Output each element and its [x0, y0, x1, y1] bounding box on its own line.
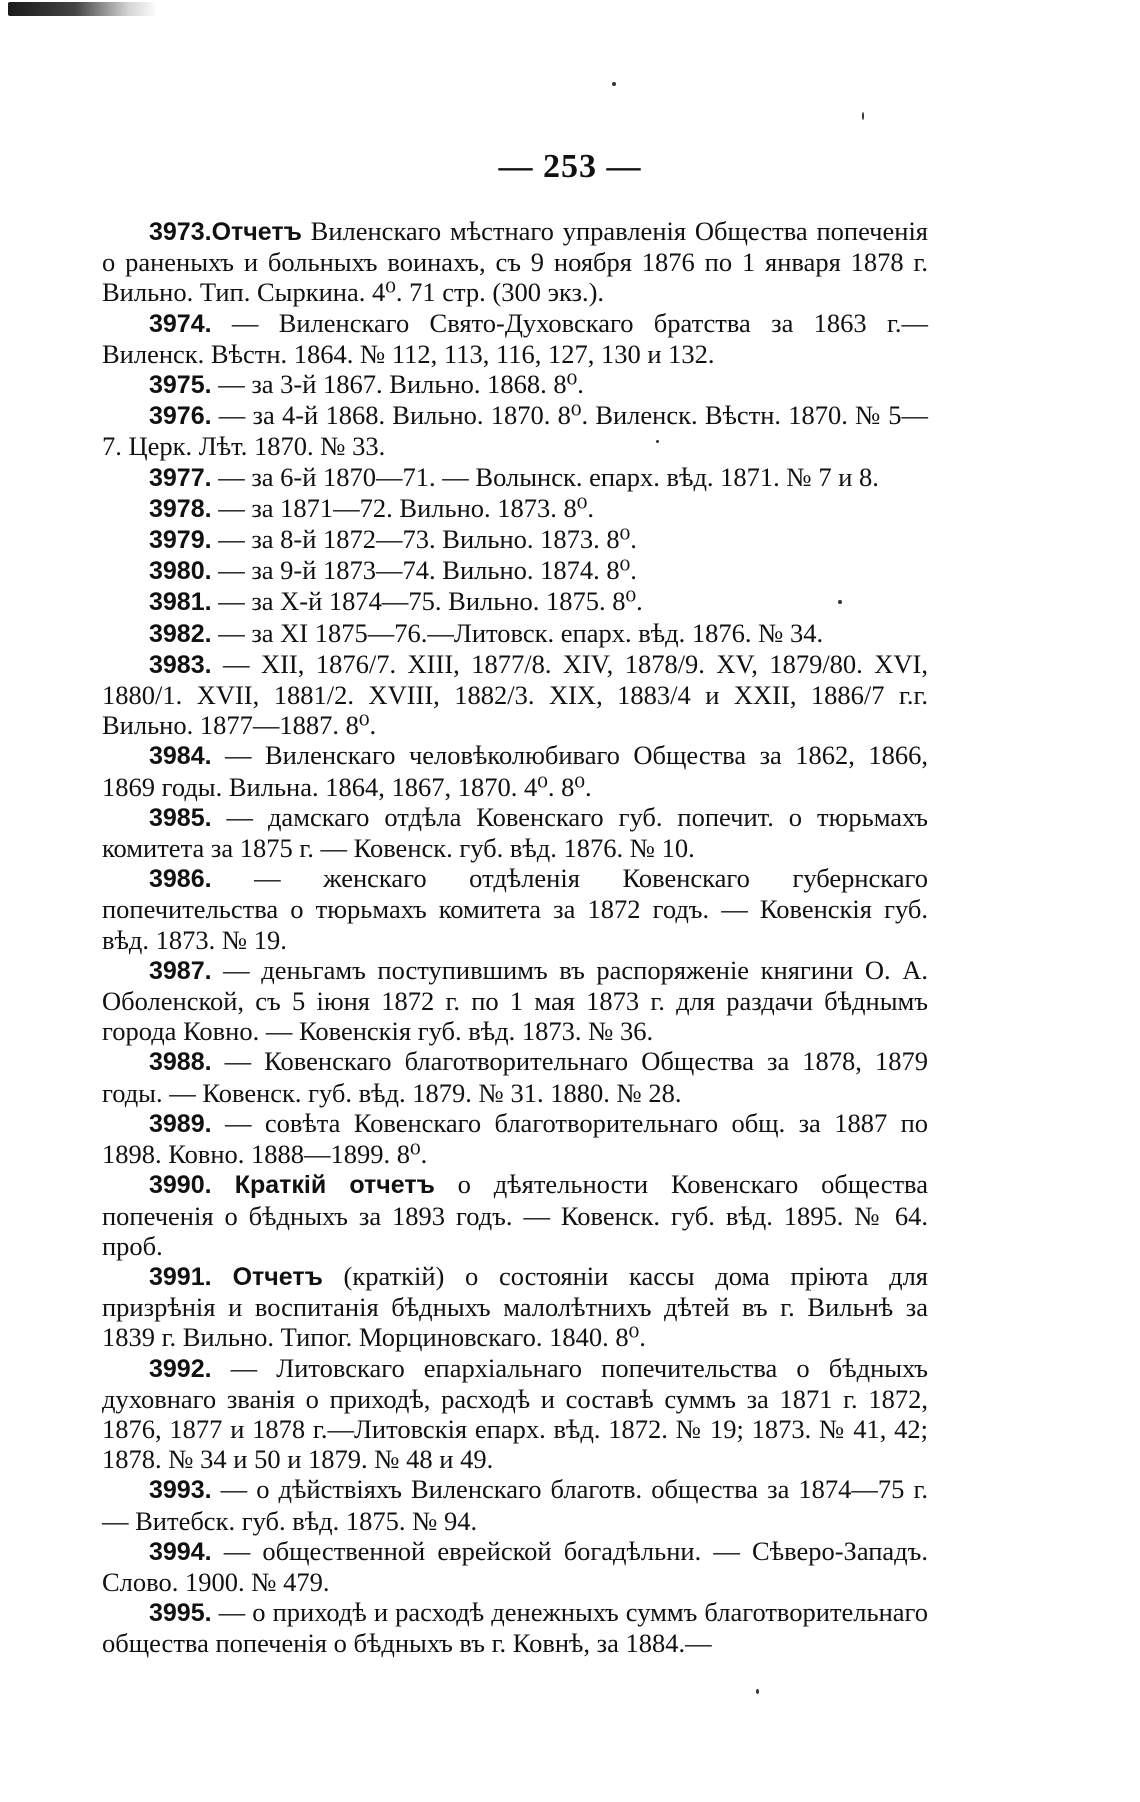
entry-text: — деньгамъ поступившимъ въ распоряженіе княгини О. А. Оболенской, съ 5 іюня 1872 г. по 1 мая 1873 г. для раздачи бѣднымъ города Ковно. — Ковенскія губ. вѣд. 1873. № 36.	[102, 954, 928, 1047]
bibliography-entry	[102, 1597, 928, 1658]
bibliography-entry	[102, 555, 928, 586]
entry-number: 3975.	[149, 371, 212, 400]
bibliography-entry	[102, 1261, 928, 1353]
bibliography-entry	[102, 649, 928, 741]
bibliography-entry	[102, 740, 928, 801]
bibliography-entry	[102, 524, 928, 555]
entry-number: 3988.	[149, 1048, 212, 1077]
entry-text: — за 6-й 1870—71. — Волынск. епарх. вѣд. 1871. № 7 и 8.	[211, 461, 879, 492]
bibliography-entry	[102, 1108, 928, 1169]
entry-number: 3982.	[149, 619, 212, 648]
entry-number: 3987.	[149, 956, 212, 985]
entry-number: 3989.	[149, 1109, 212, 1138]
entry-text: — Ковенскаго благотворительнаго Общества за 1878, 1879 годы. — Ковенск. губ. вѣд. 1879. № 31. 1880. № 28.	[102, 1046, 928, 1108]
entry-text: — общественной еврейской богадѣльни. — Сѣверо-Западъ. Слово. 1900. № 479.	[102, 1535, 928, 1597]
entry-text: — женскаго отдѣленія Ковенскаго губернскаго попечительства о тюрьмахъ комитета за 1872 годъ. — Ковенскія губ. вѣд. 1873. № 19.	[102, 863, 928, 955]
bibliography-entry	[102, 1169, 928, 1261]
scan-smudge	[8, 2, 158, 16]
entry-number: 3978.	[149, 494, 212, 523]
bibliography-entry	[102, 216, 928, 308]
entry-text: — Виленскаго Свято-Духовскаго братства за 1863 г.— Виленск. Вѣстн. 1864. № 112, 113, 116, 127, 130 и 132.	[102, 307, 928, 369]
page-number: — 253 —	[498, 148, 642, 185]
entry-lead: Отчетъ	[211, 218, 302, 246]
entry-text: — за 3-й 1867. Вильно. 1868. 8⁰.	[211, 369, 584, 400]
entry-text: — совѣта Ковенскаго благотворительнаго общ. за 1887 по 1898. Ковно. 1888—1899. 8⁰.	[102, 1107, 928, 1170]
entry-number: 3977.	[149, 463, 212, 492]
entry-text: о дѣятельности Ковенскаго общества попеченія о бѣдныхъ за 1893 годъ. — Ковенск. губ. вѣд. 1895. № 64. проб.	[102, 1169, 928, 1261]
entry-text: — за XI 1875—76.—Литовск. епарх. вѣд. 1876. № 34.	[211, 617, 824, 648]
bibliography-entry	[102, 1046, 928, 1107]
entry-number: 3976.	[149, 402, 212, 431]
entry-number: 3974.	[149, 309, 212, 338]
entry-lead: Краткій отчетъ	[211, 1171, 435, 1200]
bibliography-entry	[102, 1474, 928, 1535]
entry-number: 3995.	[149, 1599, 212, 1628]
entry-text: — о дѣйствіяхъ Виленскаго благотв. общества за 1874—75 г. — Витебск. губ. вѣд. 1875. № 94.	[102, 1474, 928, 1536]
bibliography-entry	[102, 955, 928, 1047]
bibliography-entry	[102, 863, 928, 955]
entry-number: 3983.	[149, 650, 212, 679]
entry-number: 3992.	[149, 1354, 212, 1383]
entry-number: 3994.	[149, 1537, 212, 1566]
entry-number: 3979.	[149, 526, 212, 555]
bibliography-entry	[102, 493, 928, 524]
entry-text: — XII, 1876/7. XIII, 1877/8. XIV, 1878/9. XV, 1879/80. XVI, 1880/1. XVII, 1881/2. XVIII, 1882/3. XIX, 1883/4 и XXII, 1886/7 г.г. Вильно. 1877—1887. 8⁰.	[102, 648, 928, 741]
entry-number: 3991.	[149, 1262, 212, 1291]
scan-speck	[862, 112, 864, 120]
entry-text: (краткій) о состояніи кассы дома пріюта для призрѣнія и воспитанія бѣдныхъ малолѣтнихъ дѣтей въ г. Вильнѣ за 1839 г. Вильно. Типог. Морциновскаго. 1840. 8⁰.	[102, 1260, 928, 1353]
bibliography-entry	[102, 369, 928, 400]
entry-number: 3973.	[149, 218, 212, 246]
bibliography-entries	[102, 216, 928, 1659]
bibliography-entry	[102, 462, 928, 493]
scan-speck	[612, 82, 616, 86]
entry-number: 3984.	[149, 742, 212, 771]
entry-number: 3993.	[149, 1476, 212, 1505]
bibliography-entry	[102, 400, 928, 461]
bibliography-entry	[102, 618, 928, 649]
entry-text: — о приходѣ и расходѣ денежныхъ суммъ благотворительнаго общества попеченія о бѣдныхъ въ г. Ковнѣ, за 1884.—	[102, 1597, 928, 1659]
entry-text: — за 1871—72. Вильно. 1873. 8⁰.	[211, 492, 595, 523]
entry-number: 3985.	[149, 803, 212, 832]
entry-text: — за X-й 1874—75. Вильно. 1875. 8⁰.	[211, 586, 643, 617]
entry-text: — Литовскаго епархіальнаго попечительства о бѣдныхъ духовнаго званія о приходѣ, расходѣ и составѣ суммъ за 1871 г. 1872, 1876, 1877 и 1878 г.—Литовскія епарх. вѣд. 1872. № 19; 1873. № 41, 42; 1878. № 34 и 50 и 1879. № 48 и 49.	[102, 1352, 928, 1475]
bibliography-entry	[102, 802, 928, 863]
bibliography-entry	[102, 308, 928, 369]
scan-speck	[756, 1689, 759, 1694]
entry-text: — за 9-й 1873—74. Вильно. 1874. 8⁰.	[211, 555, 637, 586]
bibliography-entry	[102, 1536, 928, 1597]
bibliography-entry	[102, 586, 928, 617]
entry-text: — Виленскаго человѣколюбиваго Общества за 1862, 1866, 1869 годы. Вильна. 1864, 1867, 1870. 4⁰. 8⁰.	[102, 740, 928, 802]
entry-lead: Отчетъ	[211, 1262, 323, 1291]
bibliography-entry	[102, 1353, 928, 1475]
entry-number: 3986.	[149, 865, 212, 894]
entry-text: — за 4-й 1868. Вильно. 1870. 8⁰. Виленск. Вѣстн. 1870. № 5—7. Церк. Лѣт. 1870. № 33.	[102, 400, 928, 462]
entry-number: 3980.	[149, 557, 212, 586]
entry-text: — дамскаго отдѣла Ковенскаго губ. попечит. о тюрьмахъ комитета за 1875 г. — Ковенск. губ. вѣд. 1876. № 10.	[102, 801, 928, 864]
entry-text: Виленскаго мѣстнаго управленія Общества попеченія о раненыхъ и больныхъ воинахъ, съ 9 ноября 1876 по 1 января 1878 г. Вильно. Тип. Сыркина. 4⁰. 71 стр. (300 экз.).	[102, 216, 928, 308]
entry-number: 3990.	[149, 1171, 212, 1200]
entry-number: 3981.	[149, 588, 212, 617]
entry-text: — за 8-й 1872—73. Вильно. 1873. 8⁰.	[211, 524, 637, 555]
